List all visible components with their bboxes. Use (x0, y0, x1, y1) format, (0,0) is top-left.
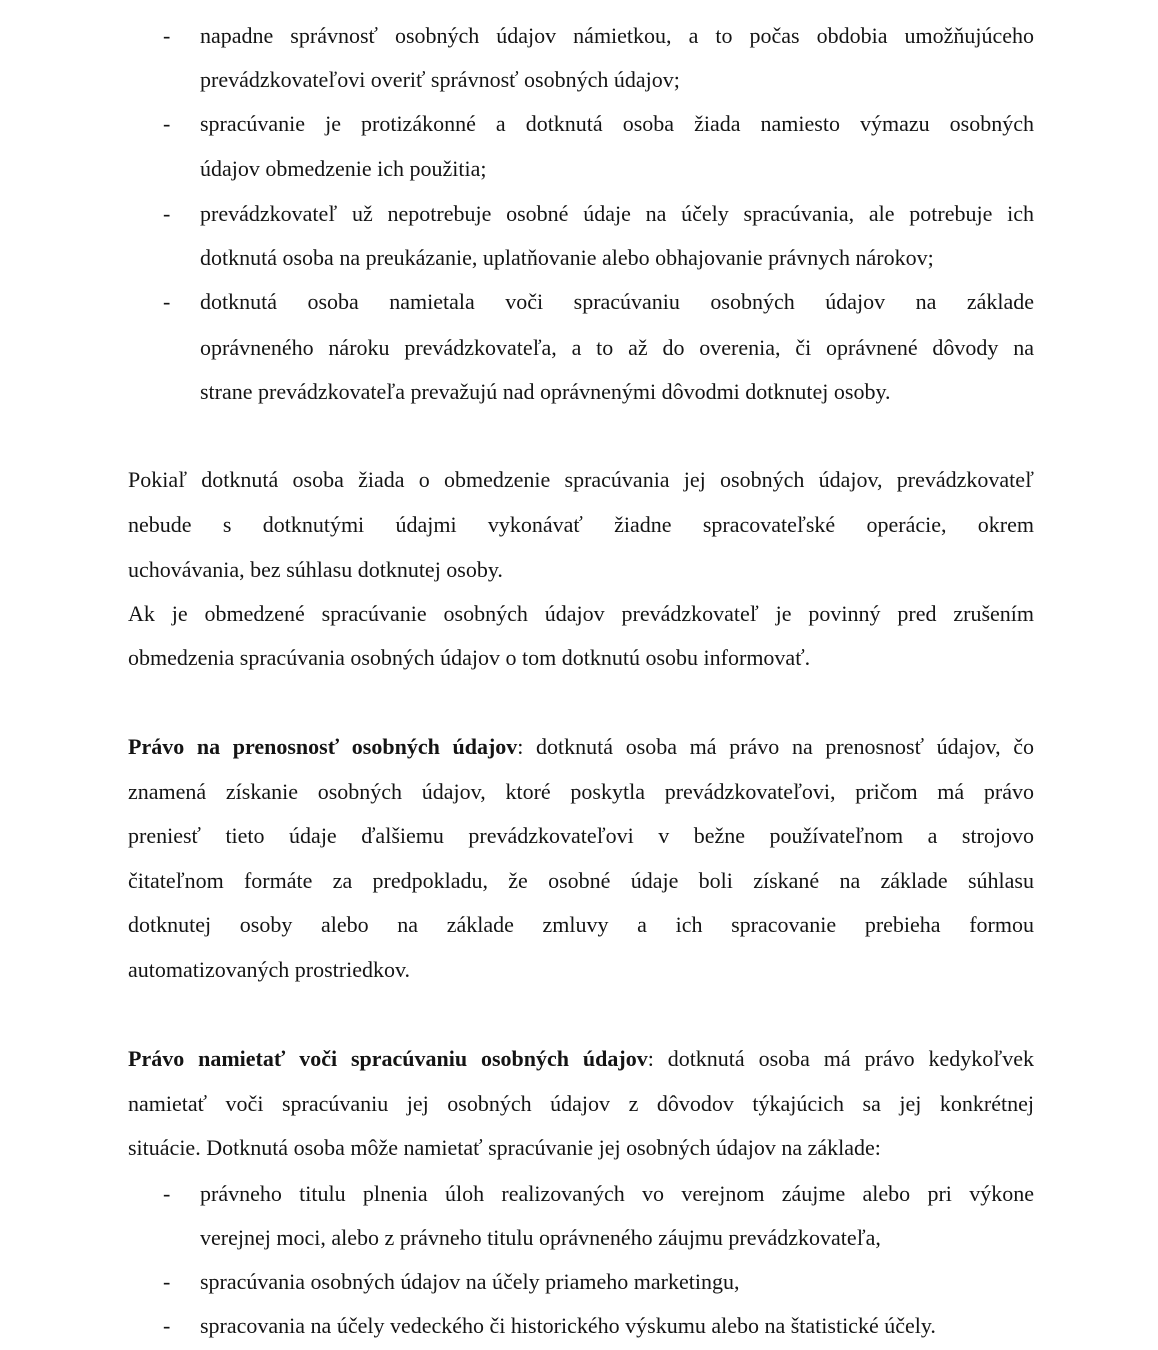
list-bullet: - (163, 1181, 171, 1206)
list-bullet: - (163, 111, 171, 136)
list-item-line: dotknutá osoba na preukázanie, uplatňovanie alebo obhajovanie právnych nárokov; (200, 245, 934, 270)
list-item-line: právneho titulu plnenia úloh realizovaných vo verejnom záujme alebo pri výkone (200, 1181, 1034, 1206)
paragraph-line: obmedzenia spracúvania osobných údajov o tom dotknutú osobu informovať. (128, 645, 811, 670)
paragraph-line: namietať voči spracúvaniu jej osobných údajov z dôvodov týkajúcich sa jej konkrétnej (128, 1091, 1034, 1116)
list-item-line: dotknutá osoba namietala voči spracúvaniu osobných údajov na základe (200, 289, 1034, 314)
paragraph-text: : dotknutá osoba má právo na prenosnosť údajov, čo (517, 734, 1034, 759)
paragraph-line: situácie. Dotknutá osoba môže namietať spracúvanie jej osobných údajov na základe: (128, 1135, 881, 1160)
section-heading: Právo namietať voči spracúvaniu osobných údajov (128, 1046, 648, 1071)
list-bullet: - (163, 201, 171, 226)
paragraph-line: Pokiaľ dotknutá osoba žiada o obmedzenie spracúvania jej osobných údajov, prevádzkovateľ (128, 467, 1034, 492)
paragraph-text: : dotknutá osoba má právo kedykoľvek (647, 1046, 1034, 1071)
list-item-line: napadne správnosť osobných údajov námietkou, a to počas obdobia umožňujúceho (200, 23, 1034, 48)
paragraph-line: uchovávania, bez súhlasu dotknutej osoby. (128, 557, 503, 582)
paragraph-line: čitateľnom formáte za predpokladu, že osobné údaje boli získané na základe súhlasu (128, 868, 1034, 893)
list-bullet: - (163, 1313, 171, 1338)
paragraph-line (128, 733, 1034, 761)
list-bullet: - (163, 23, 171, 48)
list-item-line: strane prevádzkovateľa prevažujú nad oprávnenými dôvodmi dotknutej osoby. (200, 379, 891, 404)
section-heading: Právo na prenosnosť osobných údajov (128, 734, 518, 759)
paragraph-line: preniesť tieto údaje ďalšiemu prevádzkovateľovi v bežne používateľnom a strojovo (128, 823, 1034, 848)
list-item-line: údajov obmedzenie ich použitia; (200, 156, 487, 181)
paragraph-line: nebude s dotknutými údajmi vykonávať žiadne spracovateľské operácie, okrem (128, 512, 1034, 537)
paragraph-line: dotknutej osoby alebo na základe zmluvy a ich spracovanie prebieha formou (128, 912, 1034, 937)
list-item-line: oprávneného nároku prevádzkovateľa, a to až do overenia, či oprávnené dôvody na (200, 335, 1034, 360)
list-item-line: spracúvania osobných údajov na účely priameho marketingu, (200, 1269, 740, 1294)
paragraph-line (128, 1045, 1034, 1073)
list-bullet: - (163, 289, 171, 314)
list-item-line: spracovania na účely vedeckého či historického výskumu alebo na štatistické účely. (200, 1313, 936, 1338)
list-item-line: prevádzkovateľ už nepotrebuje osobné údaje na účely spracúvania, ale potrebuje ich (200, 201, 1034, 226)
list-item-line: spracúvanie je protizákonné a dotknutá osoba žiada namiesto výmazu osobných (200, 111, 1034, 136)
paragraph-line: Ak je obmedzené spracúvanie osobných údajov prevádzkovateľ je povinný pred zrušením (128, 601, 1034, 626)
paragraph-line: znamená získanie osobných údajov, ktoré poskytla prevádzkovateľovi, pričom má právo (128, 779, 1034, 804)
list-item-line: verejnej moci, alebo z právneho titulu oprávneného záujmu prevádzkovateľa, (200, 1225, 881, 1250)
list-item-line: prevádzkovateľovi overiť správnosť osobných údajov; (200, 67, 680, 92)
paragraph-line: automatizovaných prostriedkov. (128, 957, 411, 982)
list-bullet: - (163, 1269, 171, 1294)
